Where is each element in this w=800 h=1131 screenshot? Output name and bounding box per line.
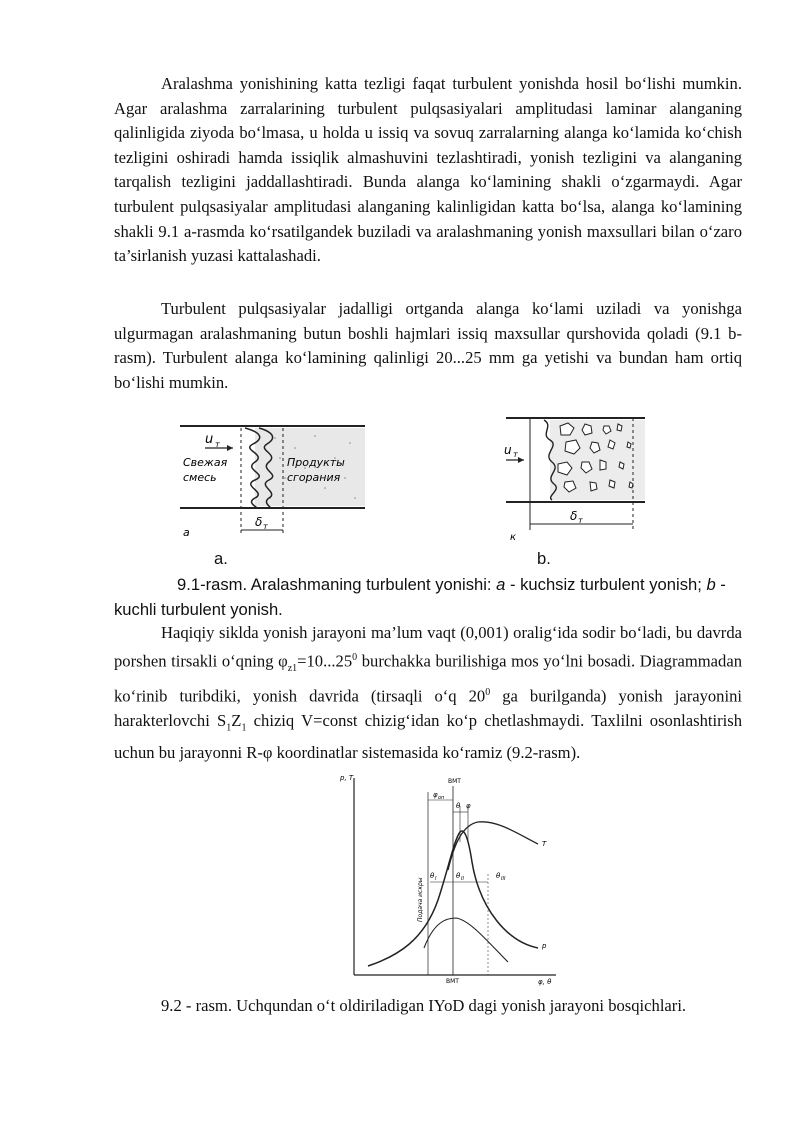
p3-sub-1: z1	[287, 662, 298, 674]
figure-label-a: a.	[214, 549, 228, 568]
p3-sub-2: 1	[226, 722, 232, 734]
delta-sub-b: т	[578, 516, 583, 525]
phase-3-sub: III	[501, 876, 506, 882]
tdc-bottom-label: ВМТ	[446, 978, 459, 985]
tdc-top-label: ВМТ	[448, 778, 461, 785]
velocity-sub-a: т	[215, 440, 220, 449]
pressure-label: p	[542, 942, 547, 950]
paragraph-1: Aralashma yonishining katta tezligi faqat turbulent yonishda hosil bo‘lishi mumkin. Agar aralashma zarralarining turbulent pulqsasiyalari amplitudasi laminar alanganing qalinligida ziyoda bo‘lmasa, u holda u issiq va sovuq zarralarning alanga ko‘lamida ko‘chish tezligini oshiradi hamda issiqlik almashuvini tezlashtiradi, yonish tezligini va alanganing tarqalish tezligini jaddallashtiradi. Bunda alanga ko‘lamining shakli o‘zgarmaydi. Agar turbulent pulqsasiyalar amplitudasi alanganing kalinligidan katta bo‘lsa, alanga ko‘lamining shakli 9.1 a-rasmda ko‘rsatilgandek buziladi va aralashmaning yonish maxsullari bilan o‘zaro ta’sirlanish yuzasi kattalashadi.	[114, 74, 742, 266]
caption-part-2: - kuchsiz turbulent yonish;	[505, 575, 707, 594]
caption-italic-b: b	[706, 575, 716, 594]
velocity-label-a: u	[205, 432, 214, 447]
caption-part-1: 9.1-rasm. Aralashmaning turbulent yonishi:	[177, 575, 497, 594]
p3-sup-1: 0	[352, 651, 358, 663]
p3-text-b: =10...25	[297, 651, 353, 671]
p3-text-a: Haqiqiy siklda yonish jarayoni ma’lum vaqt (0,001) oralig‘ida sodir bo‘ladi, bu davrda porshen tirsakli o‘qning φ	[114, 623, 742, 671]
products-label-2: сгорания	[287, 471, 341, 484]
caption-italic-a: a	[496, 575, 506, 594]
figure-9-1-caption	[114, 573, 742, 622]
caption-part-3: - kuchli turbulent yonish.	[114, 575, 726, 619]
phase-2-label: θ	[456, 872, 461, 880]
p3-text-f: chiziq V=const chizig‘idan ko‘p chetlashmaydi. Taxlilni osonlashtirish uchun bu jarayonni R-φ koordinatlar sistemasida ko‘ramiz (9.2-rasm).	[114, 711, 742, 763]
advance-angle-sub: оп	[438, 795, 445, 801]
figure-9-2-caption: 9.2 - rasm. Uchqundan o‘t oldiriladigan IYoD dagi yonish jarayoni bosqichlari.	[161, 996, 687, 1015]
figure-9-1-b	[500, 412, 650, 542]
phase-3-label: θ	[496, 872, 501, 880]
p3-text-d: ga burilganda) yonish jarayonini harakterlovchi S	[114, 686, 742, 731]
fresh-mix-label-2: смесь	[183, 471, 217, 484]
p3-text-e: Z	[231, 711, 242, 731]
x-axis-label: φ, θ	[538, 978, 552, 986]
panel-corner-b: к	[510, 532, 517, 542]
p3-sup-2: 0	[485, 687, 491, 699]
phase-1-sub: I	[435, 876, 437, 882]
spark-label: Подача искры	[417, 877, 424, 922]
delta-label-b: δ	[570, 509, 578, 523]
p3-text-c: burchakka burilishiga mos yo‘lni bosadi. Diagrammadan ko‘rinib turibdiki, yonish davrida (tirsaqli o‘q 20	[114, 651, 743, 706]
paragraph-2: Turbulent pulqsasiyalar jadalligi ortganda alanga ko‘lami uziladi va yonishga ulgurmagan aralashmaning butun boshli hajmlari issiq maxsullar qurshovida qoladi (9.1 b-rasm). Turbulent alanga ko‘lamining qalinligi 20...25 mm ga yetishi va bundan ham ortiq bo‘lishi mumkin.	[114, 299, 742, 392]
figure-9-1-a	[175, 418, 375, 548]
temperature-curve	[448, 822, 538, 870]
figure-label-b: b.	[537, 549, 551, 568]
phase-2-sub: II	[461, 876, 464, 882]
top-theta-label: θ	[456, 802, 461, 810]
y-axis-label: p, T	[340, 774, 354, 782]
velocity-sub-b: т	[513, 450, 518, 459]
figure-9-2	[338, 770, 560, 990]
delta-sub-a: т	[263, 522, 268, 531]
phase-1-label: θ	[430, 872, 435, 880]
products-label-1: Продукты	[287, 456, 345, 469]
top-phi-label: φ	[466, 802, 471, 810]
panel-corner-a: a	[183, 526, 190, 539]
advance-angle-label: φ	[433, 791, 438, 799]
velocity-label-b: u	[504, 443, 512, 457]
temperature-label: T	[542, 840, 547, 848]
motoring-curve	[424, 918, 508, 962]
delta-label-a: δ	[255, 515, 263, 529]
paragraph-3	[114, 621, 742, 766]
fresh-mix-label-1: Свежая	[183, 456, 228, 469]
p3-sub-3: 1	[241, 722, 247, 734]
